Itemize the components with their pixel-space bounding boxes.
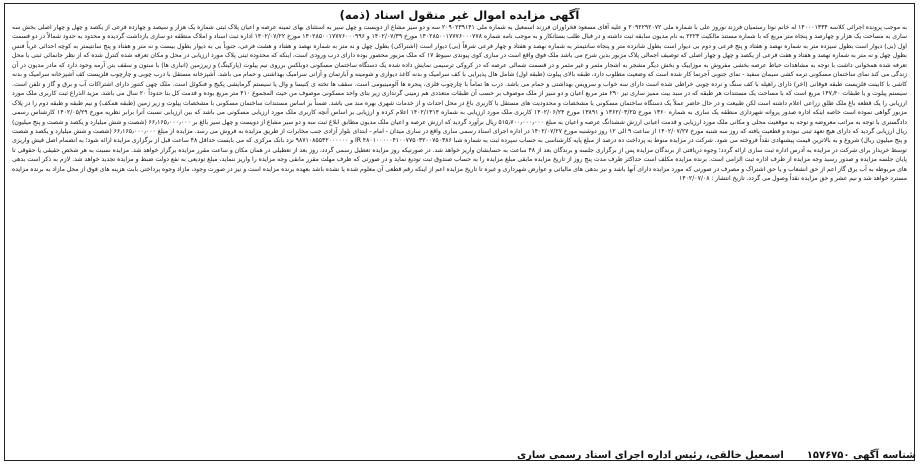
notice-body-text: به موجب پرونده اجرائی کلاسه ۱۴۰۰۰۱۳۳۴ له خانم نوتا رستمیان فرزند نوروز علی با شماره ملی ۲۰۹۲۲۹۲۰۷۲ و علیه آقای مسعود فخراوران فرزند اسمعیل به شماره ملی ۲۰۹۰۲۳۹۱۴۱ سه و دو سیر مشاع از دویست و چهل سیر به استثنای بهای ثمینه عرصه و اعیان پلاک ثبتی شماره یک هزار و سیصد و چهارده فرعی از یکصد و چهل و چهار اصلی بخش سه ساری به مساحت یک هزار و چهارصد و پنجاه متر مربع که با شماره مستند مالکیت ۲۲۲۳ به نام مدیون سابقه ثبت داشته و در قبال طلب بستانکار و به موجب نامه شماره ۱۴۰۲۸۵۰۰۱۷۷۷۶۰۰۰۷۷۸ مورخ ۱۴۰۲/۰۷/۳۹ و ۱۴۰۲۸۵۰۰۱۷۷۷۶۰۰۰۹۹۶ مورخ ۱۴۰۲/۰۷/۲۲ اداره ثبت اسناد و املاک منطقه دو ساری بازداشت گردیده و محدود به حدود شمالاً در دو قسمت اول (بی) دیوار است بطول سیزده متر به شماره نهصد و هفتاد و پنج فرعی و دوم بی دیوار است بطول شانزده متر و پنجاه سانتیمتر به شماره نهصد و هفتاد و چهار فرعی شرقاً (بی) دیوار است (اشتراکی) بطول چهل و نه متر به شماره نهصد و هفتاد و هشت فرعی، جنوباً بی به دیوار بطول بیست و نه متر و هفتاد و پنج سانتیمتر به کوچه احداثی غرباً فنس بطول چهل و نه متر به شماره نهصد و هفتاد و هفت فرعی از یکصد و چهل و چهار اصلی که توصیف اجمالی پلاک مزبور بدین شرح می باشد ملک فوق واقع است در ساری کوی پیوندی سیوط ۱۷ که ملک مزبور محصور بوده دارای درب ورودی است، اینکه که محدوده ثبتی پلاک مورد ارزیابی در محل و مکان تعرفه شده کنترل شده که از نظر جانمائی ثبتی با محل تعرفه شده همخوانی داشت با توجه به مشاهدات حیاط عرصه بخشی مفروش به موزاییک و بخش دیگر مشجر به اشجار مثمر و غیر مثمر و در قسمت شمالی عرصه که در کروکی ترسیمی نمایش داده شده یک دستگاه ساختمان مسکونی دوبلکس برروی نیم پیلوت (پارکینگ) و زیرزمین (انباری ها) با ستون و سقف بتن آرمه وجود دارد که مادر مدیون در آن زندگی می کند نمای ساختمان مسکونی ترمه کشی سیمان سفید - نمای جنوبی آجرنما کار شده است که وضعیت مطلوب دارد، طبقه بالای پیلوت (طبقه اول) شامل هال پذیرایی با کف سرامیک و بدنه کاغذ دیواری و شومینه و آبارتمان و آزانی سرامیک بهداشتی و حمام می باشد. آشپزخانه مستقل با درب چوبی و چارچوب فلزیست کف آشپزخانه سرامیک و بدنه کاشی با کابینت فلزیست طبقه فوقانی (اخر) دارای راهپله با کف سنگ و نرده چوبی خراطی شده است دارای سه خواب و سرویس بهداشتی و حمام می باشد. درب ها تماماً با چارچوب فلزی، پنجره ها آلومینیومی است. سقف ها تخته ی کنیسا و وال یا سیستم گرمایشی پکیج و فنکوئل است. ملک چهی کنتور دارای اشتراکات آب و برق و گاز و تلفن است. سیستم پیلوت و یا طبقات ۱۴۷٫۴۰ مربع است که با مساحت یک مستندات هر طبقه که در سبد بیت ممیز ساری نیز ۲۹۰ متر مربع اعیان و دو سیر از ملک موصوف بر حسب آن طبقات متعددی هم زمینی گرنداری زیر بنای واحد مسکونی موصوف من حیث المجموع ۴۱۰ متر مربع بوده و قدمت کل بنا حدوداً ۲۰ سال می باشد. مزید الذراع ثبت کاربری ملک مورد ارزیابی را یک قطعه باغ ملک طلق زراعی اعلام داشته است لکن طبیعت و در حال حاضر عملاً یک دستگاه ساختمان مسکونی با مشخصات و محدودیت های مستقل با کاربری باغ در محل احداث و از خدمات شهری بهره مند می باشد. ضمناً بر اساس مستندات ساختمان مسکونی با مشخصات پیلوت و زیر زمین (طبقه همکف) و نیم طبقه و طبقه دوم را در پلاک مزبور گواهی نموده است خاصه اینکه اداره صدور پروانه شهرداری منطقه یک ساری به شماره ۱۳۶۰ مورخ ۱۳۶۲/۰۳/۲۵ و ۱۳۸۹۱ مورخ ۱۴۰۲/۰۶/۲۴ کاربری ملک مورد ارزیابی به شماره ۱۴۰۲/۱۳۱۴ اعلام کرده و ارزیابی بر اساس آنچه کاربری ملک مورد ارزیابی مسکونی می باشد که بین ارزیابی نسبت آنرا برابر نظریه مورخ ۱۴۰۲/۰۵/۲۹ کارشناس رسمی دادگستری با توجه به مراتب معروضه و توجه به موقعیت محلی و مکانی ملک مورد ارزیابی و قدمت اعیانی ارزش ششدانگ عرصه و اعیان به مبلغ ۵۱۵٫۷۰۰٫۰۰۰٫۰۰۰ ریال برآورد گردید که ارزش عرصه و اعیان ملک مدیون مطابق ابلاغ ثبت سه و دو سیر مشاع از دویست و چهل سیر بالغ بر ۶۶٫۱۶۵٫۰۰۰٫۰۰۰ (شصت و شش میلیارد و یکصد و شصت و پنج میلیون) ریال ارزیابی گردید که دارای هیچ تعهد ثبتی نبوده و قطعیت یافته که روز سه شنبه مورخ ۱۴۰۲/۰۷/۲۷ از ساعت ۹ الی ۱۲ روز دوشنبه مورخ ۱۴۰۲/۰۷/۲۷ در اداره اجرای اسناد رسمی ساری واقع در ساری میدان - امام - ابتدای بلوار آزادی جنب مخابرات از طریق مزایده به فروش می رسد. مزایده از مبلغ ۶۶٫۱۶۵٫۰۰۰٫۰۰۰ (شصت و شش میلیارد و یکصد و شصت و پنج میلیون ریال) شروع و به بالاترین قیمت پیشنهادی نقداً فروخته می شود. شرکت در مزایده منوط به پرداخت ده درصد از مبلغ پایه کارشناسی به حساب سپرده ثبت به شماره شبا IR ۴۸۰۱۰۰۰۰۰۴۱۰۰۷۷۵۰۳۲۰۰۷۵۰۳۸۶ و ۹۸۷۱۰۸۵۵۳۲۰۰۰۰۰۰ نزد بانک مرکزی که می بایست حداقل ۴۸ ساعت قبل از برگزاری مزایده ارائه شود؛ به انضمام اصل فیش واریزی توسط خریدار برای شرکت در مزایده به آدرس اداره ثبت ساری ارائه گردد؛ وجوه دریافتی از برندگان مزایده پس از برگزاری جلسه و برندگان بعد از ۴۸ ساعت به حسابشان واریز خواهد شد. در صورتیکه روز مزایده تعطیل رسمی گردد، روز بعد از تعطیلی در همان مکان و ساعت مقرر مزایده برگزار خواهد شد. مزایده نسبت به هر شخص حقیقی یا حقوقی تا پایان جلسه مزایده و صدور رسید وجه مزایده از طرف اداره ثبت الزامی است. برنده مزایده مکلف است حداکثر ظرف مدت پنج روز از تاریخ مزایده مابقی مبلغ مزایده را به حساب صندوق ثبت تودیع نماید و در صورتی که ظرف مهلت مقرر مابقی وجه مزایده را واریز ننماید، مبلغ تودیعی به نفع دولت ضبط و مزایده تجدید خواهد شد. لازم به ذکر است بدهی های مربوطه به آب برق گاز اعم از حق انشعاب و یا حق اشتراک و مصرف در صورتی که مورد مزایده دارای آنها باشد و نیز بدهی های مالیاتی و عوارض شهرداری و غیره تا تاریخ مزایده اعم از اینکه رقم قطعی آن معلوم شده یا نشده باشد بعهده برنده مزایده است و نیز در صورت وجود، مازاد وجوه پرداختی بابت هزینه های فوق از محل مازاد به برنده مزایده مسترد خواهد شد و نیم عشر و حق مزایده نقداً وصول می گردد. xyxy=(12,24,908,183)
auction-notice xyxy=(4,3,915,461)
publish-date: تاریخ انتشار : ۱۴۰۲/۰۷/۰۸ xyxy=(679,175,745,183)
notice-id: شناسه آگهی ۱۵۷۶۷۵۰ xyxy=(806,450,916,461)
notice-footer xyxy=(7,449,916,463)
notice-title: آگهی مزایده اموال غیر منقول اسناد (ذمه) xyxy=(339,8,580,22)
signatory: اسمعیل خالقی، رئیس اداره اجرای اسناد رسمی ساری xyxy=(517,450,784,461)
notice-body xyxy=(12,23,907,184)
